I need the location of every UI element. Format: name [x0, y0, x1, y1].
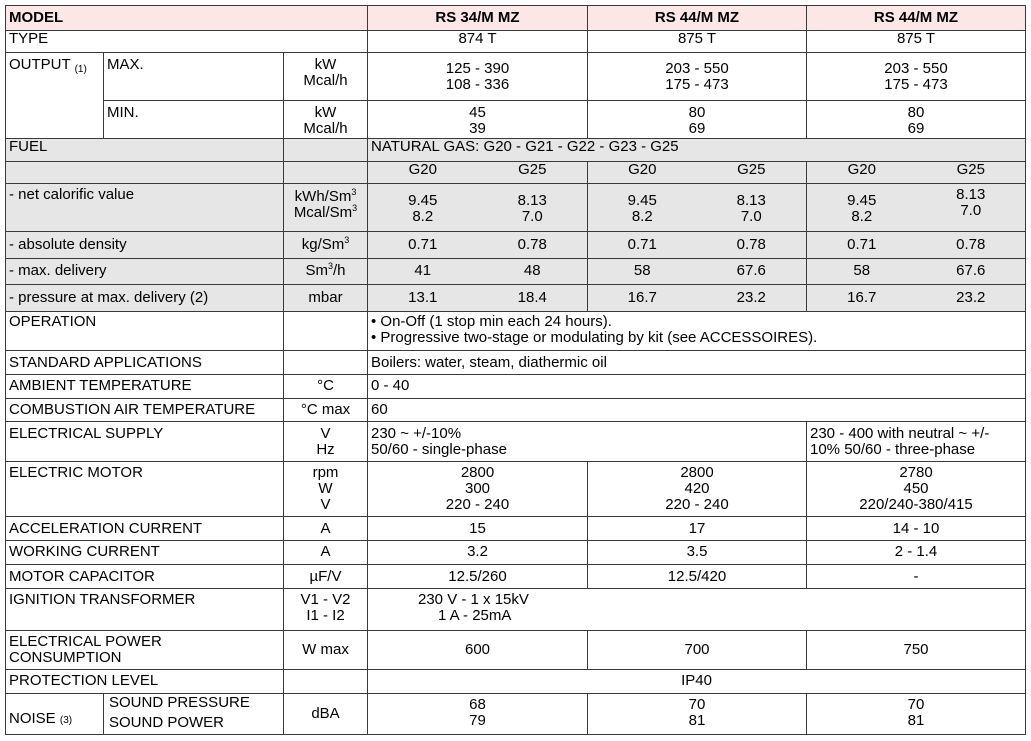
output-max-row [6, 53, 1026, 100]
spec-table [5, 5, 1026, 735]
ignition-transformer-value: 230 V - 1 x 15kV 1 A - 25mA [368, 589, 1026, 630]
acceleration-current-value: 15 [368, 517, 588, 541]
combustion-air-row [6, 398, 1026, 422]
noise-label: NOISE [9, 709, 56, 727]
gas-header: G25 [917, 161, 1026, 184]
noise-value: 70 81 [588, 693, 807, 735]
operation-line: • Progressive two-stage or modulating by kit (see ACCESSOIRES). [371, 329, 818, 347]
noise-note: (3) [59, 714, 73, 726]
ambient-temperature-unit: °C [284, 375, 368, 399]
acceleration-current-unit: A [284, 517, 368, 541]
output-min-value: 80 69 [807, 100, 1026, 138]
model-name: RS 44/M MZ [807, 6, 1026, 31]
model-name: RS 44/M MZ [588, 6, 807, 31]
protection-value: IP40 [368, 669, 1026, 693]
pressure-value: 16.7 [588, 285, 697, 312]
operation-unit-cell [284, 312, 368, 351]
noise-value: 68 79 [368, 693, 588, 735]
working-current-value: 3.2 [368, 540, 588, 564]
output-label: OUTPUT [9, 56, 71, 74]
type-value: 875 T [588, 30, 807, 53]
absolute-density-value: 0.78 [697, 231, 807, 258]
motor-capacitor-label: MOTOR CAPACITOR [6, 564, 284, 589]
absolute-density-value: 0.78 [478, 231, 588, 258]
gas-header-unit-cell [284, 161, 368, 184]
output-min-value: 80 69 [588, 100, 807, 138]
max-delivery-row [6, 258, 1026, 285]
output-min-label: MIN. [104, 100, 284, 138]
power-consumption-value: 750 [807, 630, 1026, 669]
standard-applications-unit-cell [284, 351, 368, 375]
absolute-density-unit: kg/Sm$^3$ [284, 231, 368, 258]
noise-value: 70 81 [807, 693, 1026, 735]
fuel-label: FUEL [6, 138, 284, 161]
gas-header: G25 [478, 161, 588, 184]
output-min-units [284, 100, 368, 138]
output-min-value: 45 39 [368, 100, 588, 138]
max-delivery-value: 67.6 [917, 258, 1026, 285]
absolute-density-value: 0.71 [368, 231, 478, 258]
combustion-air-value: 60 [368, 398, 1026, 422]
max-delivery-value: 58 [588, 258, 697, 285]
electrical-supply-units: V Hz [284, 422, 368, 461]
absolute-density-row [6, 231, 1026, 258]
protection-label: PROTECTION LEVEL [6, 669, 284, 693]
ignition-transformer-units: V1 - V2 I1 - I2 [284, 589, 368, 630]
electric-motor-value: 2780 450 220/240-380/415 [807, 461, 1026, 517]
operation-label: OPERATION [6, 312, 284, 351]
pressure-row [6, 285, 1026, 312]
electrical-supply-single-phase: 230 ~ +/-10% 50/60 - single-phase [368, 422, 807, 461]
noise-unit: dBA [284, 693, 368, 735]
standard-applications-label: STANDARD APPLICATIONS [6, 351, 284, 375]
working-current-value: 2 - 1.4 [807, 540, 1026, 564]
model-name: RS 34/M MZ [368, 6, 588, 31]
ignition-transformer-label: IGNITION TRANSFORMER [6, 589, 284, 630]
unit: Mcal/h [303, 119, 348, 137]
output-max-value: 203 - 550 175 - 473 [588, 53, 807, 100]
electrical-supply-three-phase: 230 - 400 with neutral ~ +/- 10% 50/60 - three-phase [807, 422, 1026, 461]
absolute-density-value: 0.71 [807, 231, 917, 258]
unit: kW [314, 103, 337, 121]
pressure-label: - pressure at max. delivery (2) [6, 285, 284, 312]
unit: kW [314, 56, 337, 74]
output-min-row [6, 100, 1026, 138]
pressure-value: 18.4 [478, 285, 588, 312]
pressure-unit: mbar [284, 285, 368, 312]
max-delivery-value: 67.6 [697, 258, 807, 285]
net-calorific-label: - net calorific value [6, 184, 284, 231]
pressure-value: 23.2 [697, 285, 807, 312]
net-calorific-value: 9.45 8.2 [807, 184, 917, 231]
operation-line: • On-Off (1 stop min each 24 hours). [371, 313, 612, 331]
working-current-label: WORKING CURRENT [6, 540, 284, 564]
power-consumption-unit: W max [284, 630, 368, 669]
net-calorific-value: 8.13 7.0 [917, 184, 1026, 231]
standard-applications-row [6, 351, 1026, 375]
max-delivery-unit: Sm$^3$/h [284, 258, 368, 285]
motor-capacitor-unit: µF/V [284, 564, 368, 589]
net-calorific-value: 9.45 8.2 [368, 184, 478, 231]
max-delivery-value: 48 [478, 258, 588, 285]
gas-header: G20 [368, 161, 478, 184]
motor-capacitor-row [6, 564, 1026, 589]
max-delivery-label: - max. delivery [6, 258, 284, 285]
type-value: 875 T [807, 30, 1026, 53]
electrical-supply-label: ELECTRICAL SUPPLY [6, 422, 284, 461]
electric-motor-value: 2800 420 220 - 240 [588, 461, 807, 517]
fuel-value: NATURAL GAS: G20 - G21 - G22 - G23 - G25 [368, 138, 1026, 161]
acceleration-current-value: 17 [588, 517, 807, 541]
gas-header: G25 [697, 161, 807, 184]
electric-motor-units: rpm W V [284, 461, 368, 517]
ignition-transformer-row [6, 589, 1026, 630]
type-value: 874 T [368, 30, 588, 53]
model-label: MODEL [6, 6, 368, 31]
net-calorific-value: 8.13 7.0 [478, 184, 588, 231]
header-row [6, 6, 1026, 31]
absolute-density-value: 0.71 [588, 231, 697, 258]
power-consumption-value: 700 [588, 630, 807, 669]
electric-motor-label: ELECTRIC MOTOR [6, 461, 284, 517]
protection-unit-cell [284, 669, 368, 693]
net-calorific-units: kWh/Sm$^3$ Mcal/Sm$^3$ [284, 184, 368, 231]
combustion-air-unit: °C max [284, 398, 368, 422]
net-calorific-value: 9.45 8.2 [588, 184, 697, 231]
combustion-air-label: COMBUSTION AIR TEMPERATURE [6, 398, 284, 422]
output-max-units [284, 53, 368, 100]
net-calorific-value: 8.13 7.0 [697, 184, 807, 231]
working-current-row [6, 540, 1026, 564]
standard-applications-value: Boilers: water, steam, diathermic oil [368, 351, 1026, 375]
power-consumption-label: ELECTRICAL POWER CONSUMPTION [6, 630, 284, 669]
fuel-unit-cell [284, 138, 368, 161]
noise-sub-labels: SOUND PRESSURE SOUND POWER [104, 693, 284, 735]
pressure-value: 13.1 [368, 285, 478, 312]
motor-capacitor-value: - [807, 564, 1026, 589]
working-current-value: 3.5 [588, 540, 807, 564]
power-consumption-value: 600 [368, 630, 588, 669]
fuel-row [6, 138, 1026, 161]
pressure-value: 16.7 [807, 285, 917, 312]
protection-row [6, 669, 1026, 693]
gas-header-row [6, 161, 1026, 184]
output-note: (1) [74, 64, 87, 76]
noise-label-cell [6, 693, 104, 735]
output-max-value: 203 - 550 175 - 473 [807, 53, 1026, 100]
type-row [6, 30, 1026, 53]
working-current-unit: A [284, 540, 368, 564]
output-label-cell [6, 53, 104, 139]
acceleration-current-row [6, 517, 1026, 541]
electric-motor-value: 2800 300 220 - 240 [368, 461, 588, 517]
acceleration-current-value: 14 - 10 [807, 517, 1026, 541]
type-label: TYPE [6, 30, 368, 53]
operation-row [6, 312, 1026, 351]
max-delivery-value: 41 [368, 258, 478, 285]
power-consumption-row [6, 630, 1026, 669]
acceleration-current-label: ACCELERATION CURRENT [6, 517, 284, 541]
gas-header-spacer [6, 161, 284, 184]
pressure-value: 23.2 [917, 285, 1026, 312]
unit: Mcal/h [303, 72, 348, 90]
noise-row [6, 693, 1026, 735]
electrical-supply-row [6, 422, 1026, 461]
absolute-density-value: 0.78 [917, 231, 1026, 258]
electric-motor-row [6, 461, 1026, 517]
output-max-label: MAX. [104, 53, 284, 100]
net-calorific-row [6, 184, 1026, 231]
ambient-temperature-value: 0 - 40 [368, 375, 1026, 399]
motor-capacitor-value: 12.5/420 [588, 564, 807, 589]
absolute-density-label: - absolute density [6, 231, 284, 258]
max-delivery-value: 58 [807, 258, 917, 285]
gas-header: G20 [588, 161, 697, 184]
gas-header: G20 [807, 161, 917, 184]
motor-capacitor-value: 12.5/260 [368, 564, 588, 589]
ambient-temperature-label: AMBIENT TEMPERATURE [6, 375, 284, 399]
output-max-value: 125 - 390 108 - 336 [368, 53, 588, 100]
ambient-temperature-row [6, 375, 1026, 399]
operation-value [368, 312, 1026, 351]
